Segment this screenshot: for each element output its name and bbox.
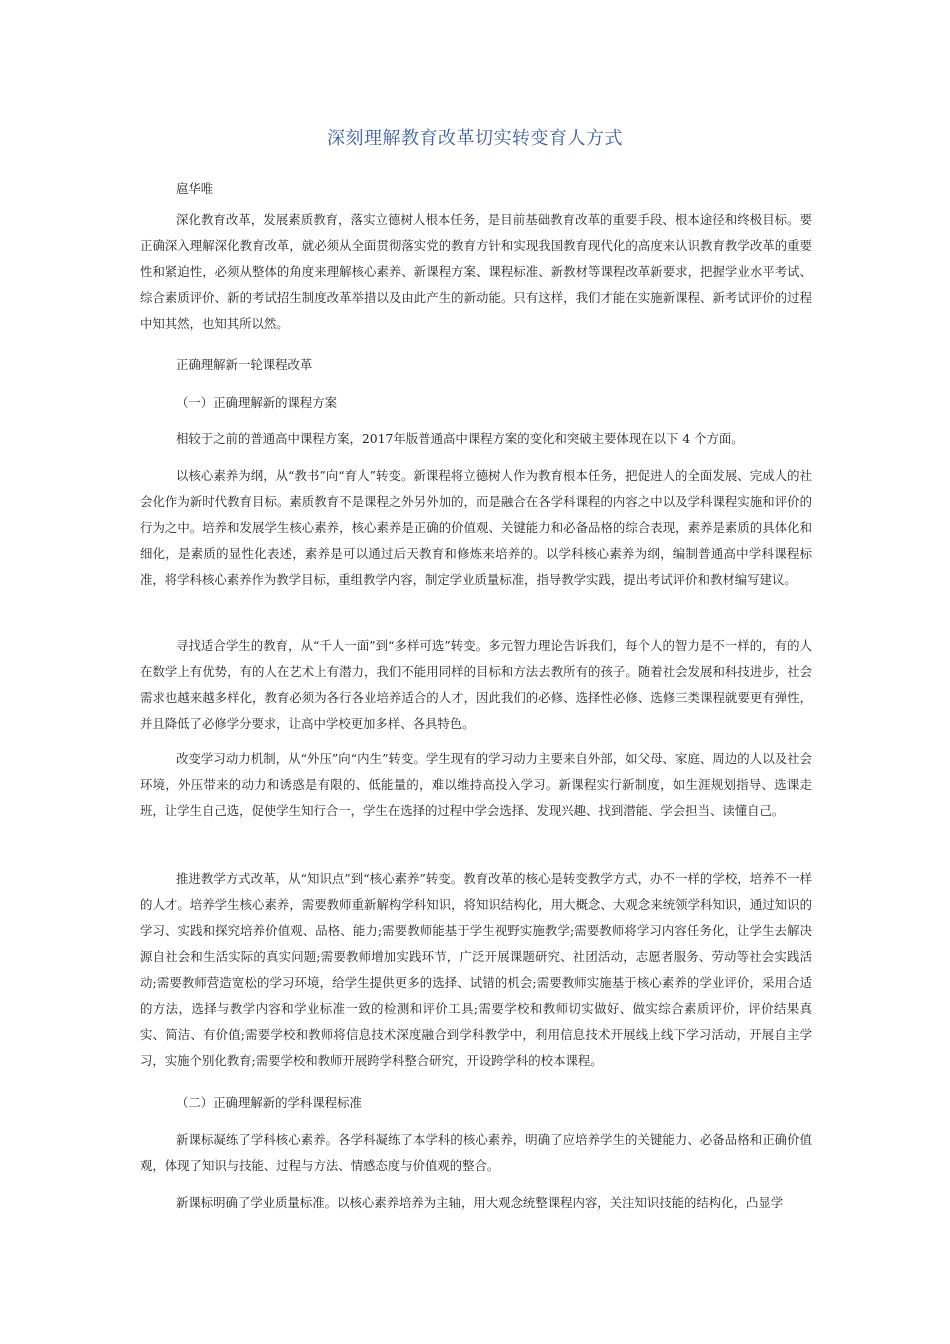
paragraph: 新课标凝练了学科核心素养。各学科凝练了本学科的核心素养，明确了应培养学生的关键能力、必备品格和正确价值观，体现了知识与技能、过程与方法、情感态度与价值观的整合。	[140, 1132, 812, 1173]
paragraph: 深化教育改革，发展素质教育，落实立德树人根本任务，是目前基础教育改革的重要手段、根本途径和终极目标。要正确深入理解深化教育改革，就必须从全面贯彻落实党的教育方针和实现我国教育现代化的高度来认识教育教学改革的重要性和紧迫性，必须从整体的角度来理解核心素养、新课程方案、课程标准、新教材等课程改革新要求，把握学业水平考试、综合素质评价、新的考试招生制度改革举措以及由此产生的新动能。只有这样，我们才能在实施新课程、新考试评价的过程中知其然，也知其所以然。	[140, 212, 812, 331]
section-heading: 正确理解新一轮课程改革	[176, 357, 313, 372]
paragraph: 新课标明确了学业质量标准。以核心素养培养为主轴，用大观念统整课程内容，关注知识技能的结构化，凸显学	[176, 1195, 784, 1210]
document-title: 深刻理解教育改革切实转变育人方式	[327, 128, 623, 149]
paragraph: 推进教学方式改革，从“知识点”到“核心素养”转变。教育改革的核心是转变教学方式，办不一样的学校，培养不一样的人才。培养学生核心素养，需要教师重新解构学科知识，将知识结构化，用大概念、大观念来统领学科知识，通过知识的学习、实践和探究培养价值观、品格、能力;需要教师能基于学生视野实施教学;需要教师将学习内容任务化，让学生去解决源自社会和生活实际的真实问题;需要教师增加实践环节，广泛开展课题研究、社团活动，志愿者服务、劳动等社会实践活动;需要教师营造宽松的学习环境，给学生提供更多的选择、试错的机会;需要教师实施基于核心素养的学业评价，采用合适的方法，选择与教学内容和学业标准一致的检测和评价工具;需要学校和教师切实做好、做实综合素质评价，评价结果真实、简洁、有价值;需要学校和教师将信息技术深度融合到学科教学中，利用信息技术开展线上线下学习活动，开展自主学习，实施个别化教育;需要学校和教师开展跨学科整合研究，开设跨学科的校本课程。	[140, 871, 812, 1068]
author-name: 扈华唯	[176, 181, 214, 196]
subsection-heading: （二）正确理解新的学科课程标准	[176, 1095, 362, 1110]
paragraph: 相较于之前的普通高中课程方案，2017年版普通高中课程方案的变化和突破主要体现在以下 4 个方面。	[176, 431, 744, 446]
paragraph: 寻找适合学生的教育，从“千人一面”到“多样可选”转变。多元智力理论告诉我们，每个人的智力是不一样的，有的人在数学上有优势，有的人在艺术上有潜力，我们不能用同样的目标和方法去教所有的孩子。随着社会发展和科技进步，社会需求也越来越多样化，教育必须为各行各业培养适合的人才，因此我们的必修、选择性必修、选修三类课程就要更有弹性，并且降低了必修学分要求，让高中学校更加多样、各具特色。	[140, 638, 812, 731]
subsection-heading: （一）正确理解新的课程方案	[176, 395, 338, 410]
paragraph: 改变学习动力机制，从“外压”向“内生”转变。学生现有的学习动力主要来自外部，如父母、家庭、周边的人以及社会环境，外压带来的动力和诱惑是有限的、低能量的，难以维持高投入学习。新课程实行新制度，如生涯规划指导、选课走班，让学生自己选，促使学生知行合一，学生在选择的过程中学会选择、发现兴趣、找到潜能、学会担当、读懂自己。	[140, 751, 812, 818]
paragraph: 以核心素养为纲，从“教书”向“育人”转变。新课程将立德树人作为教育根本任务，把促进人的全面发展、完成人的社会化作为新时代教育目标。素质教育不是课程之外另外加的，而是融合在各学科课程的内容之中以及学科课程实施和评价的行为之中。培养和发展学生核心素养，核心素养是正确的价值观、关键能力和必备品格的综合表现，素养是素质的具体化和细化，是素质的显性化表述，素养是可以通过后天教育和修炼来培养的。以学科核心素养为纲，编制普通高中学科课程标准，将学科核心素养作为教学目标，重组教学内容，制定学业质量标准，指导教学实践，提出考试评价和教材编写建议。	[140, 468, 812, 587]
